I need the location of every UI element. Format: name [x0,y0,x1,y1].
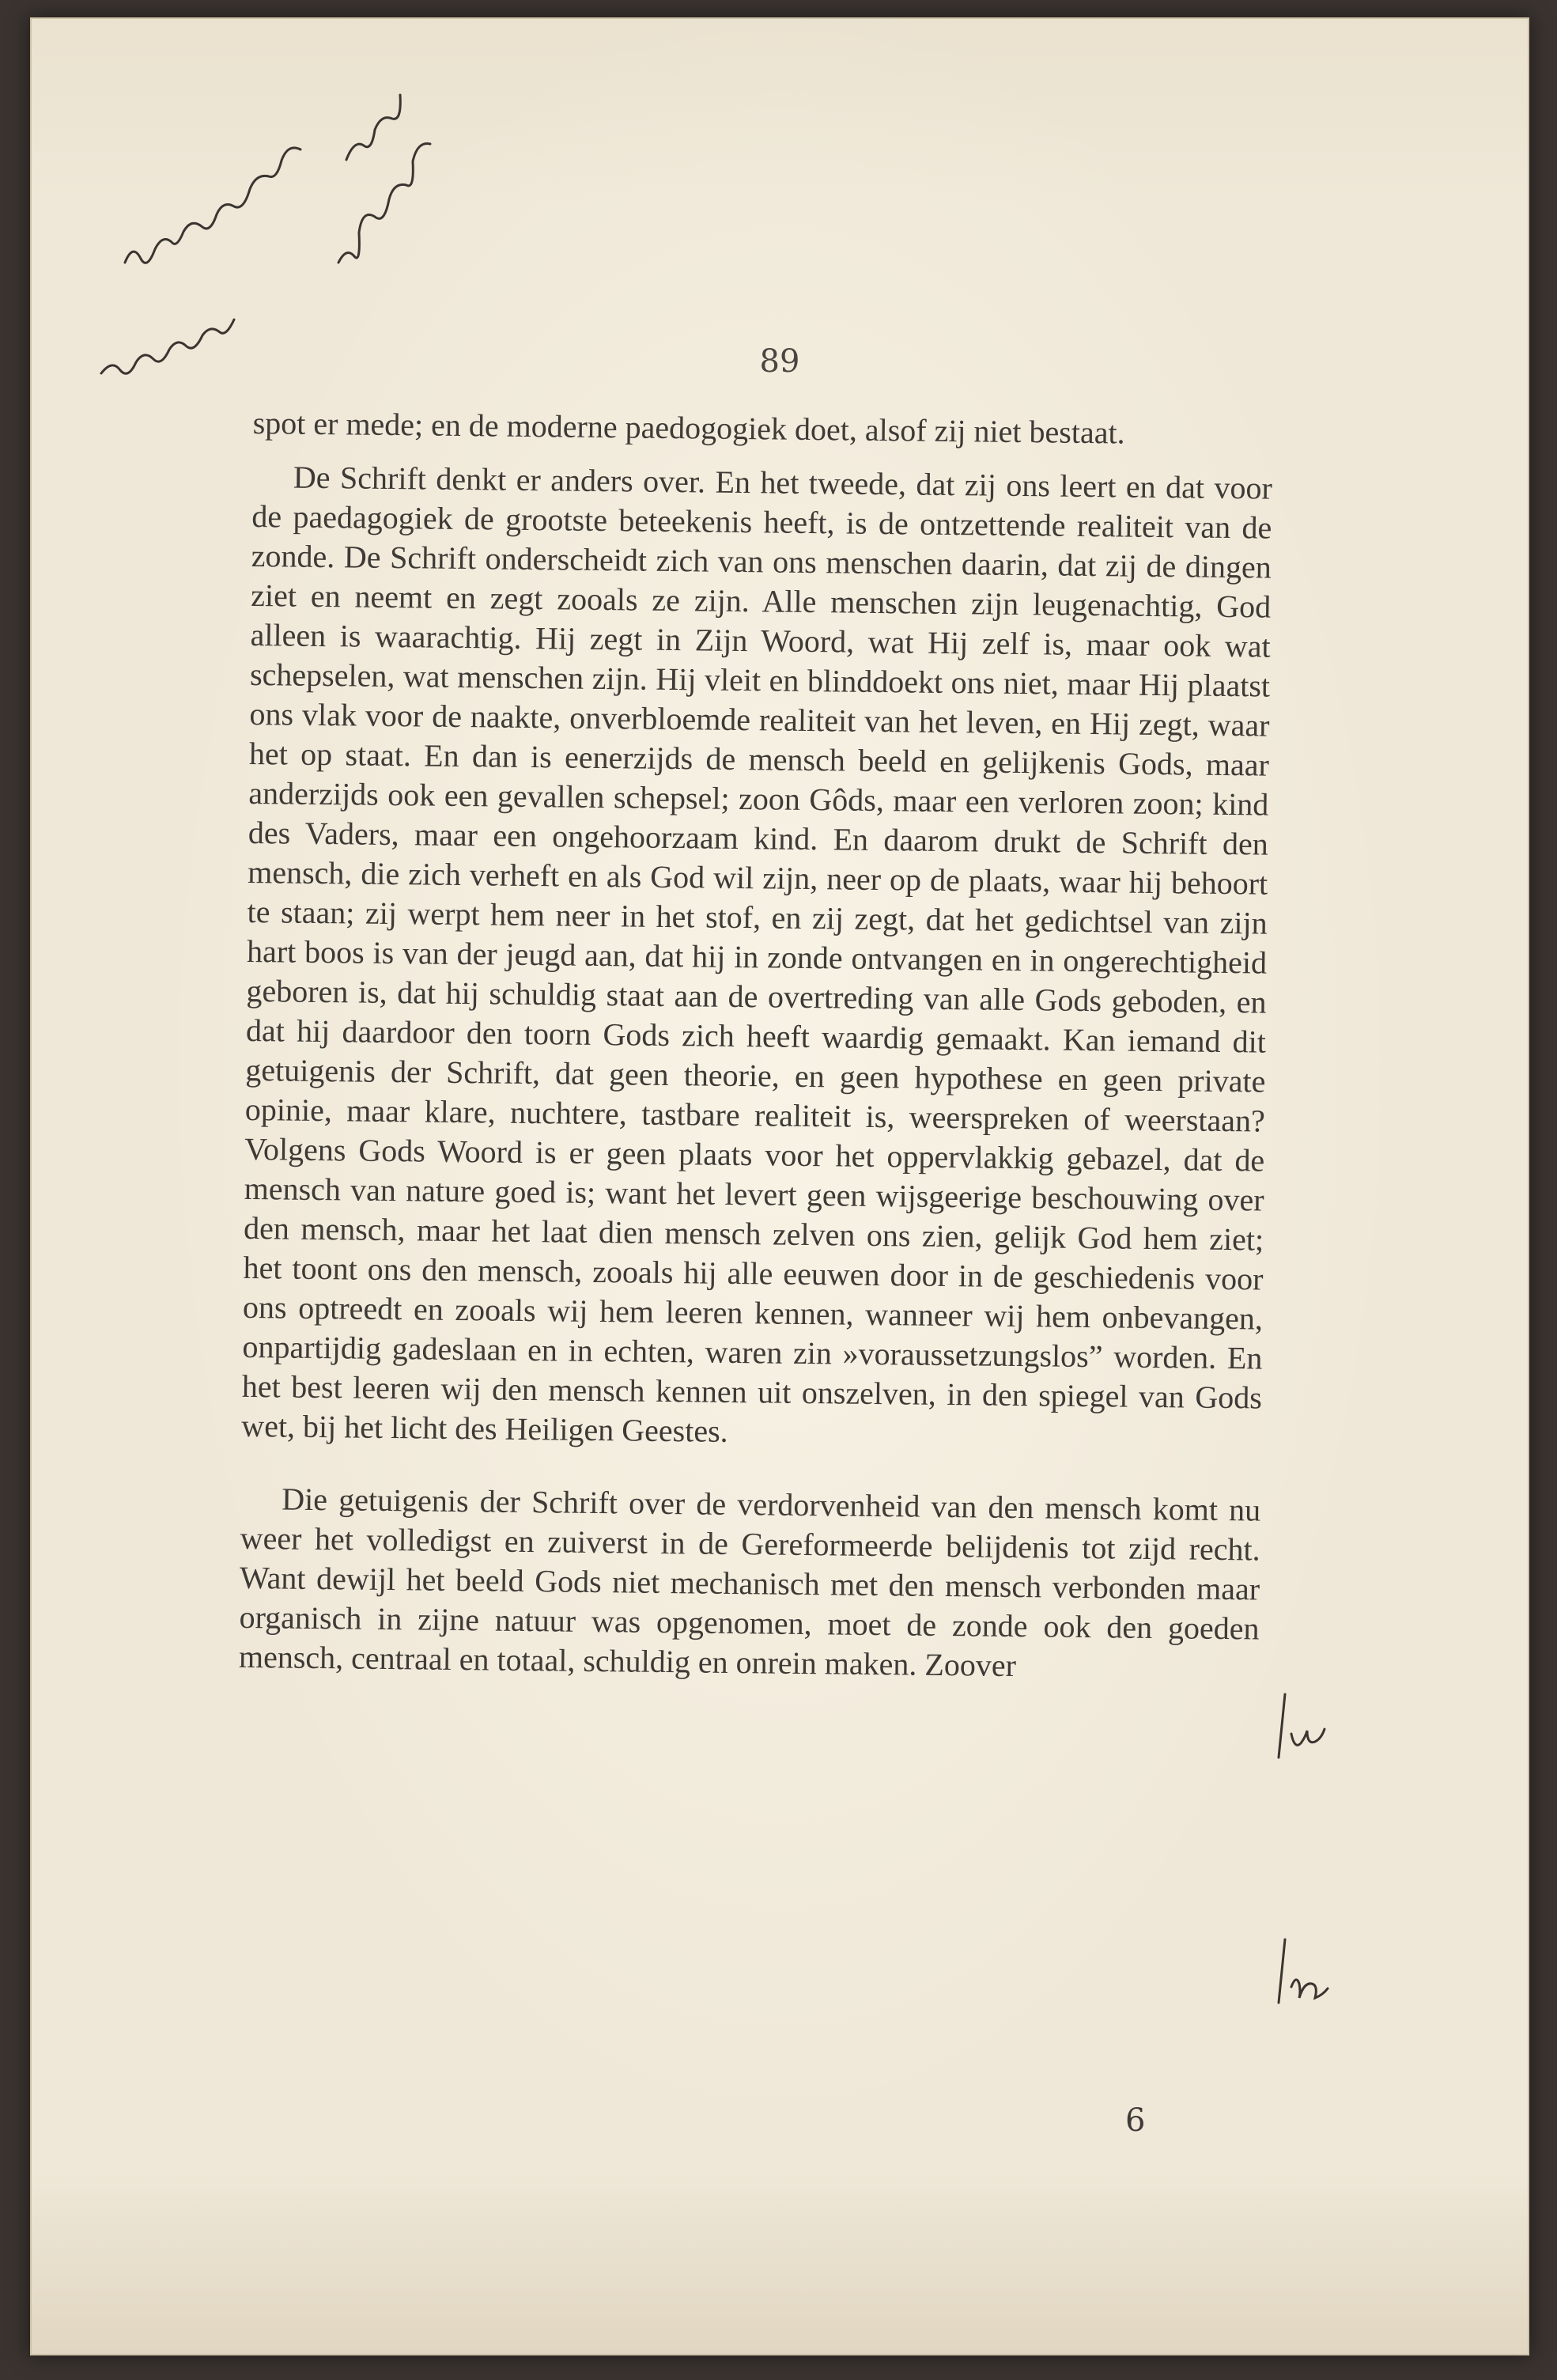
paragraph-3: Die getuigenis der Schrift over de verdorvenheid van den mensch komt nu weer het volledigst en zuiverst in de Gereformeerde belijdenis tot zijd recht. Want dewijl het beeld Gods niet mechanisch met den mensch verbonden maar organisch in zijne natuur was opgenomen, moet de zonde ook den goeden mensch, centraal en totaal, schuldig en onrein maken. Zoover [238,1481,1261,1684]
page-number: 89 [759,343,800,380]
margin-correction-mark-1 [1268,1678,1362,1773]
paragraph-1: spot er mede; en de moderne paedogogiek doet, alsof zij niet bestaat. [252,404,1125,451]
margin-correction-mark-2 [1268,1924,1362,2019]
body-text [239,403,1273,1703]
signature-mark: 6 [1125,2102,1146,2139]
paragraph-2: De Schrift denkt er anders over. En het tweede, dat zij ons leert en dat voor de paedagogiek de grootste beteekenis heeft, is de ontzettende realiteit van de zonde. De Schrift onderscheidt zich van ons menschen daarin, dat zij de dingen ziet en neemt en zegt zooals ze zijn. Alle menschen zijn leugenachtig, God alleen is waarachtig. Hij zegt in Zijn Woord, wat Hij zelf is, maar ook wat schepselen, wat menschen zijn. Hij vleit en blinddoekt ons niet, maar Hij plaatst ons vlak voor de naakte, onverbloemde realiteit van het leven, en Hij zegt, waar het op staat. En dan is eenerzijds de mensch beeld en gelijkenis Gods, maar anderzijds ook een gevallen schepsel; zoon Gôds, maar een verloren zoon; kind des Vaders, maar een ongehoorzaam kind. En daarom drukt de Schrift den mensch, die zich verheft en als God wil zijn, neer op de plaats, waar hij behoort te staan; zij werpt hem neer in het stof, en zij zegt, dat het gedichtsel van zijn hart boos is van der jeugd aan, dat hij in zonde ontvangen en in ongerechtigheid geboren is, dat hij schuldig staat aan de overtreding van alle Gods geboden, en dat hij daardoor den toorn Gods zich heeft waardig gemaakt. Kan iemand dit getuigenis der Schrift, dat geen theorie, en geen hypothese en geen private opinie, maar klare, nuchtere, tastbare realiteit is, weerspreken of weerstaan? Volgens Gods Woord is er geen plaats voor het oppervlakkig gebazel, dat de mensch van nature goed is; want het levert geen wijsgeerige beschouwing over den mensch, maar het laat dien mensch zelven ons zien, gelijk God hem ziet; het toont ons den mensch, zooals hij alle eeuwen door in de geschiedenis voor ons optreedt en zooals wij hem leeren kennen, wanneer wij hem onbevangen, onpartijdig gadeslaan en in echten, waren zin »voraussetzungslos” worden. En het best leeren wij den mensch kennen uit onszelven, in den spiegel van Gods wet, bij het licht des Heiligen Geestes. [241,459,1273,1449]
document-page [30,17,1529,2355]
